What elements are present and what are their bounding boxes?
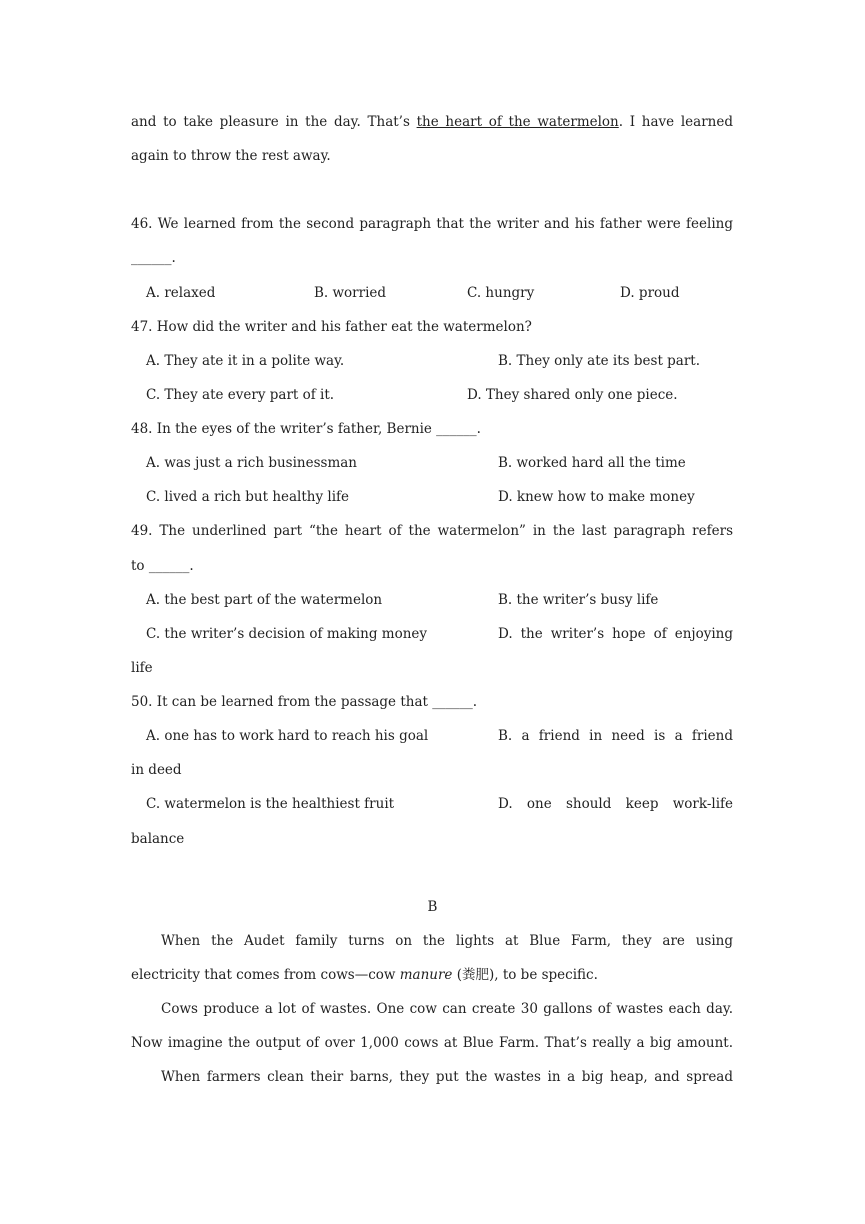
question-47-option-d: D. They shared only one piece. (467, 387, 678, 403)
text-span: and to take pleasure in the day. That’s (131, 114, 417, 130)
question-48-option-d: D. knew how to make money (498, 489, 695, 505)
question-49-option-d: D. the writer’s hope of enjoying (498, 626, 733, 642)
question-48-stem: 48. In the eyes of the writer’s father, Bernie ______. (131, 421, 481, 437)
question-49-option-a: A. the best part of the watermelon (146, 592, 383, 608)
question-50-option-d: D. one should keep work-life (498, 796, 733, 812)
paragraph-1-line (131, 965, 733, 985)
question-47-option-c: C. They ate every part of it. (146, 387, 335, 403)
italic-term: manure (399, 967, 453, 983)
question-46-stem-cont: ______. (131, 250, 176, 266)
text-span: (粪肥), to be specific. (452, 967, 598, 983)
question-47-option-b: B. They only ate its best part. (498, 353, 701, 369)
question-46-option-b: B. worried (314, 285, 387, 301)
question-49-option-b: B. the writer’s busy life (498, 592, 659, 608)
text-span: electricity that comes from cows—cow (131, 967, 400, 983)
passage-line: again to throw the rest away. (131, 148, 331, 164)
question-47-option-a: A. They ate it in a polite way. (146, 353, 345, 369)
text-span: . I have learned (618, 114, 733, 130)
question-49-option-d-cont: life (131, 660, 153, 676)
question-47-stem: 47. How did the writer and his father eat the watermelon? (131, 319, 532, 335)
question-49-option-c: C. the writer’s decision of making money (146, 626, 428, 642)
question-50-option-d-cont: balance (131, 831, 185, 847)
passage-line (131, 112, 733, 132)
question-49-stem-cont: to ______. (131, 558, 194, 574)
question-50-option-b-cont: in deed (131, 762, 182, 778)
question-49-stem: 49. The underlined part “the heart of the watermelon” in the last paragraph refers (131, 523, 733, 539)
question-50-option-a: A. one has to work hard to reach his goal (146, 728, 429, 744)
question-46-stem: 46. We learned from the second paragraph that the writer and his father were feeling (131, 216, 733, 232)
underlined-phrase: the heart of the watermelon (416, 114, 619, 130)
question-50-option-b: B. a friend in need is a friend (498, 728, 733, 744)
paragraph-2-line: Now imagine the output of over 1,000 cows at Blue Farm. That’s really a big amount. (131, 1035, 733, 1051)
question-48-option-a: A. was just a rich businessman (146, 455, 358, 471)
question-48-option-b: B. worked hard all the time (498, 455, 686, 471)
question-46-option-a: A. relaxed (146, 285, 216, 301)
question-46-option-d: D. proud (620, 285, 680, 301)
paragraph-2-line: Cows produce a lot of wastes. One cow can create 30 gallons of wastes each day. (161, 1001, 733, 1017)
question-50-option-c: C. watermelon is the healthiest fruit (146, 796, 395, 812)
question-46-option-c: C. hungry (467, 285, 535, 301)
paragraph-3-line: When farmers clean their barns, they put the wastes in a big heap, and spread (161, 1069, 733, 1085)
question-50-stem: 50. It can be learned from the passage that ______. (131, 694, 478, 710)
section-heading: B (427, 899, 438, 915)
question-48-option-c: C. lived a rich but healthy life (146, 489, 350, 505)
paragraph-1-line: When the Audet family turns on the lights at Blue Farm, they are using (161, 933, 733, 949)
